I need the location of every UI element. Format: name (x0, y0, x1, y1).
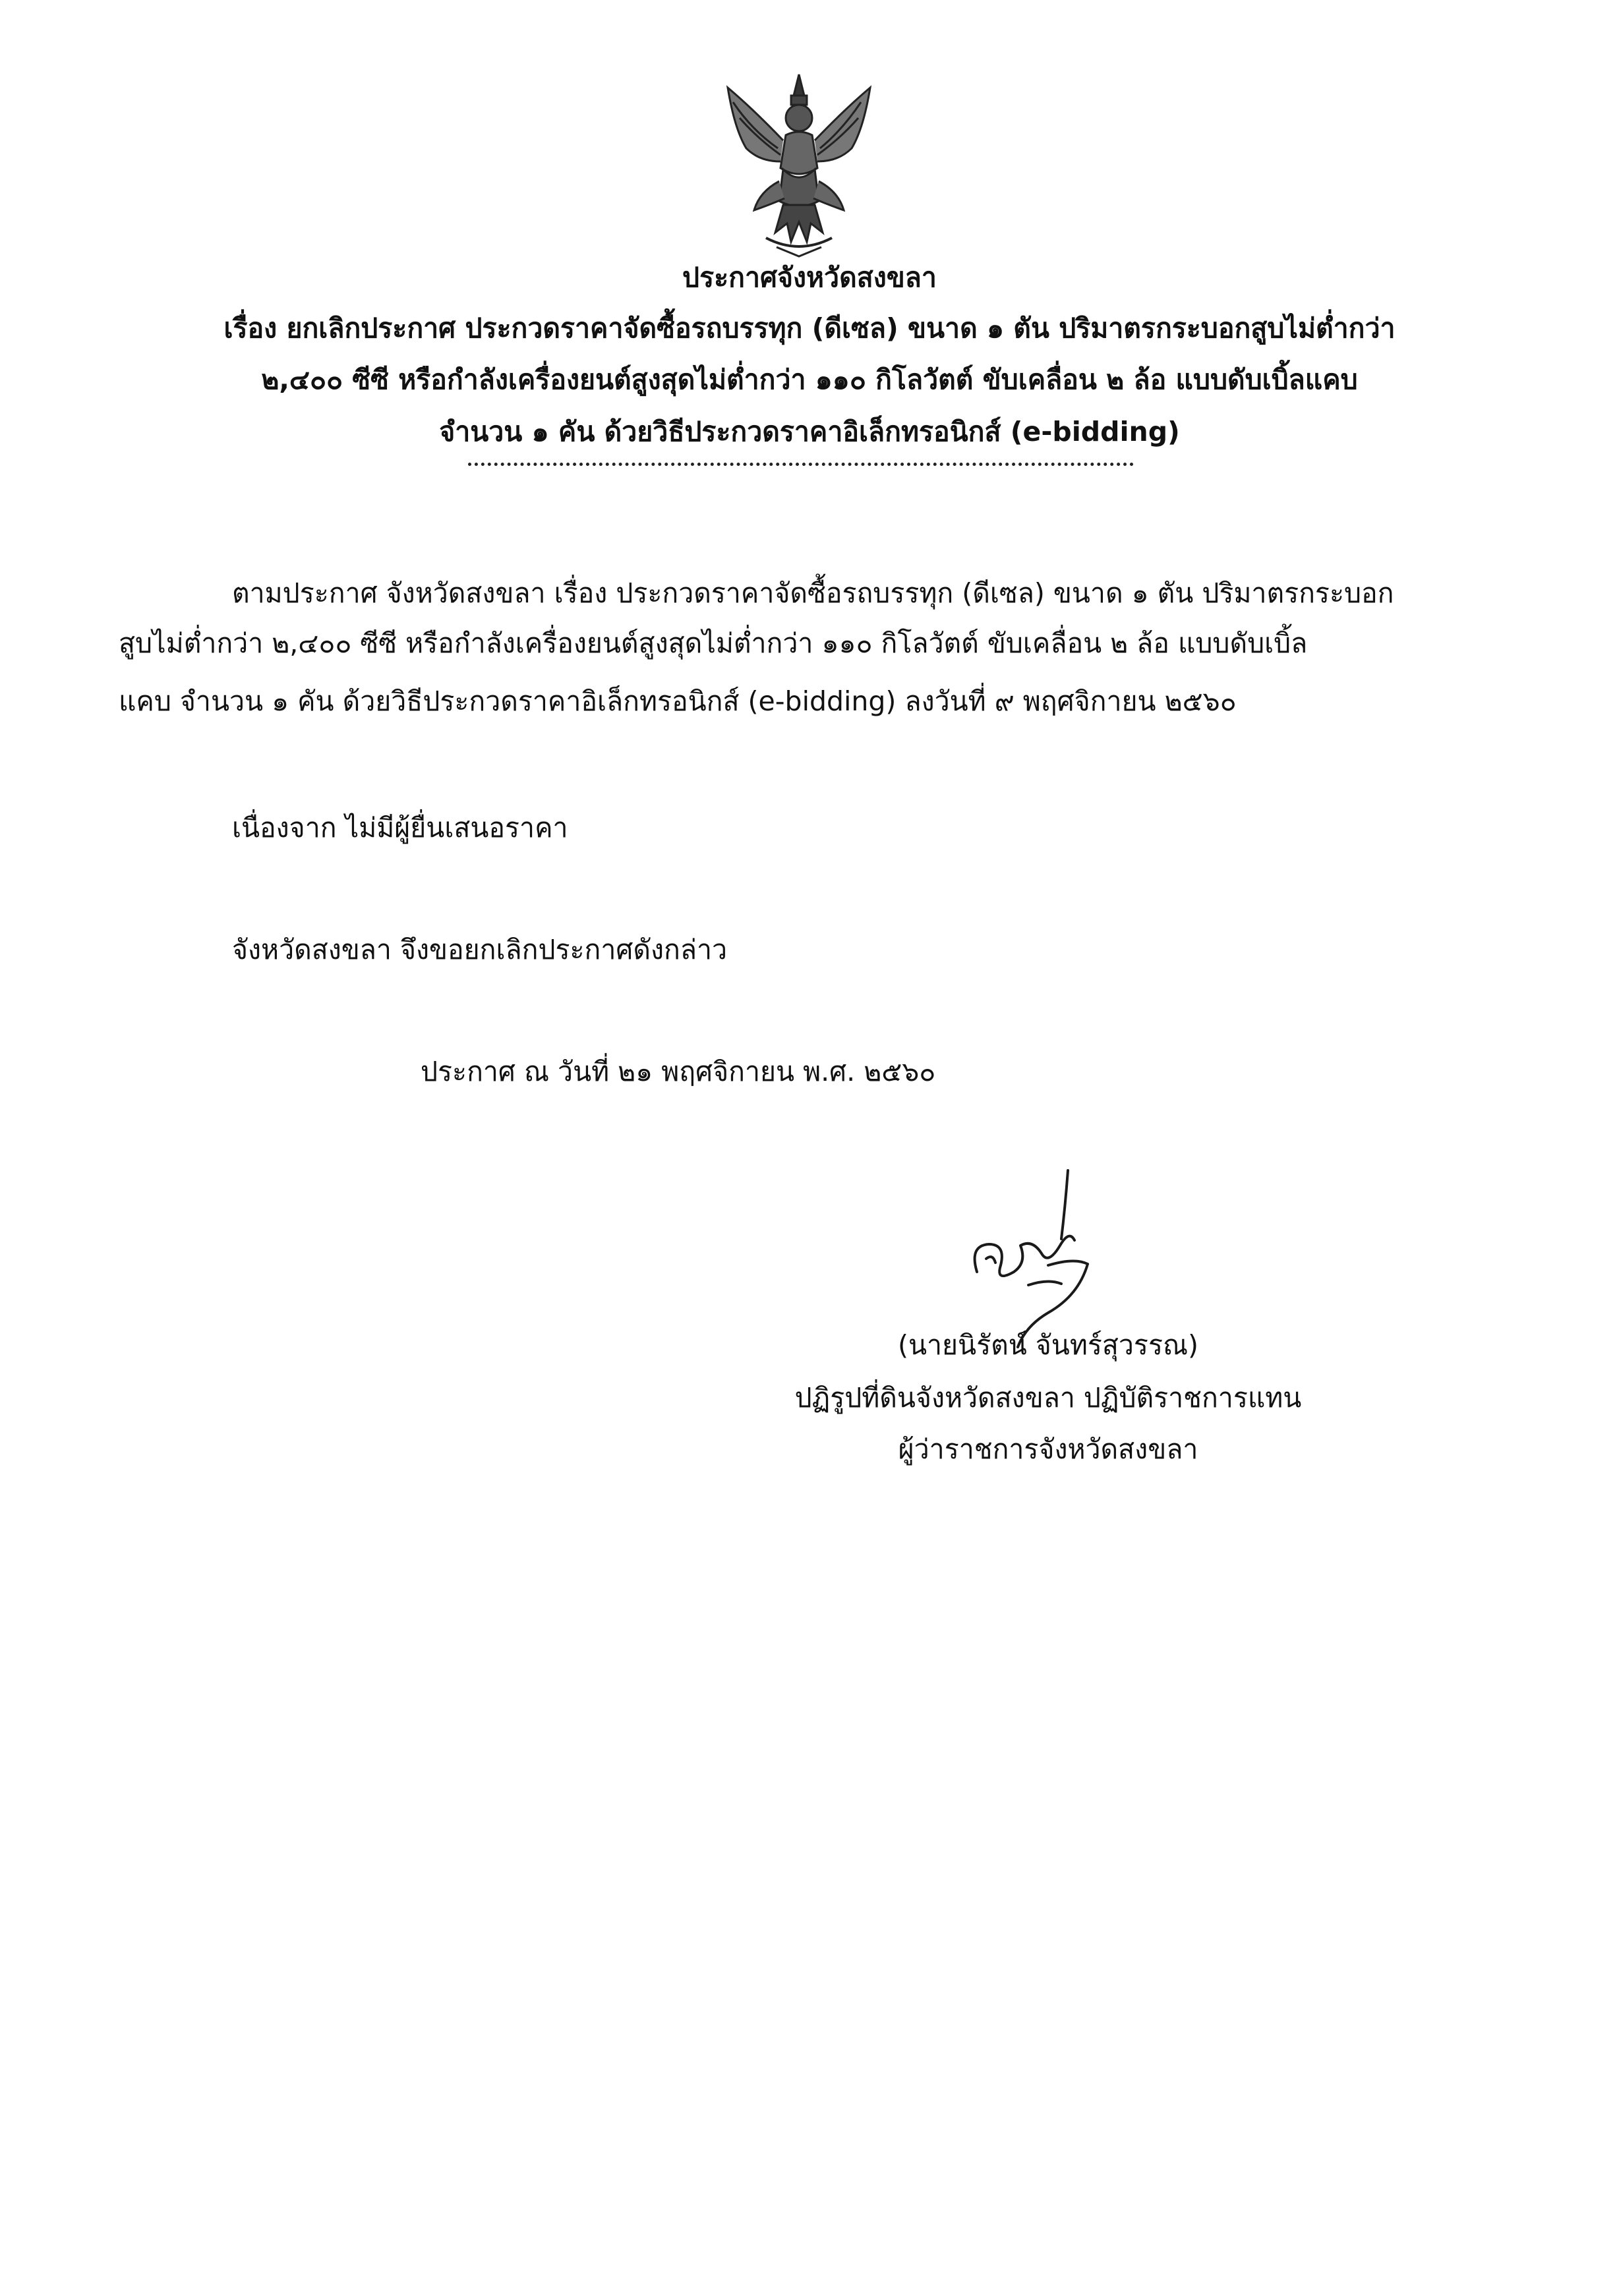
document-title: ประกาศจังหวัดสงขลา (682, 262, 937, 293)
subject-line-3: จำนวน ๑ คัน ด้วยวิธีประกวดราคาอิเล็กทรอนิกส์ (e-bidding) (439, 416, 1180, 447)
separator-dotted-line (468, 463, 1134, 470)
conclusion-paragraph: จังหวัดสงขลา จึงขอยกเลิกประกาศดังกล่าว (232, 934, 728, 965)
subject-line-2: ๒,๔๐๐ ซีซี หรือกำลังเครื่องยนต์สูงสุดไม่ต่ำกว่า ๑๑๐ กิโลวัตต์ ขับเคลื่อน ๒ ล้อ แบบดับเบิ้ลแคบ (261, 364, 1358, 395)
body-line-1: ตามประกาศ จังหวัดสงขลา เรื่อง ประกวดราคาจัดซื้อรถบรรทุก (ดีเซล) ขนาด ๑ ตัน ปริมาตรกระบอก (232, 577, 1394, 609)
garuda-emblem-icon (720, 69, 878, 260)
subject-line-1: เรื่อง ยกเลิกประกาศ ประกวดราคาจัดซื้อรถบรรทุก (ดีเซล) ขนาด ๑ ตัน ปริมาตรกระบอกสูบไม่ต่ำกว่า (223, 312, 1396, 344)
body-line-2: สูบไม่ต่ำกว่า ๒,๔๐๐ ซีซี หรือกำลังเครื่องยนต์สูงสุดไม่ต่ำกว่า ๑๑๐ กิโลวัตต์ ขับเคลื่อน ๒ ล้อ แบบดับเบิ้ล (119, 627, 1308, 659)
signatory-position: ปฏิรูปที่ดินจังหวัดสงขลา ปฏิบัติราชการแทน (794, 1382, 1302, 1414)
body-line-3: แคบ จำนวน ๑ คัน ด้วยวิธีประกวดราคาอิเล็กทรอนิกส์ (e-bidding) ลงวันที่ ๙ พฤศจิกายน ๒๕๖๐ (119, 685, 1237, 717)
reason-paragraph: เนื่องจาก ไม่มีผู้ยื่นเสนอราคา (232, 812, 568, 844)
signatory-acting-for: ผู้ว่าราชการจังหวัดสงขลา (898, 1433, 1198, 1465)
signatory-name: (นายนิรัตน์ จันทร์สุวรรณ) (897, 1329, 1199, 1361)
announcement-date: ประกาศ ณ วันที่ ๒๑ พฤศจิกายน พ.ศ. ๒๕๖๐ (421, 1056, 936, 1087)
